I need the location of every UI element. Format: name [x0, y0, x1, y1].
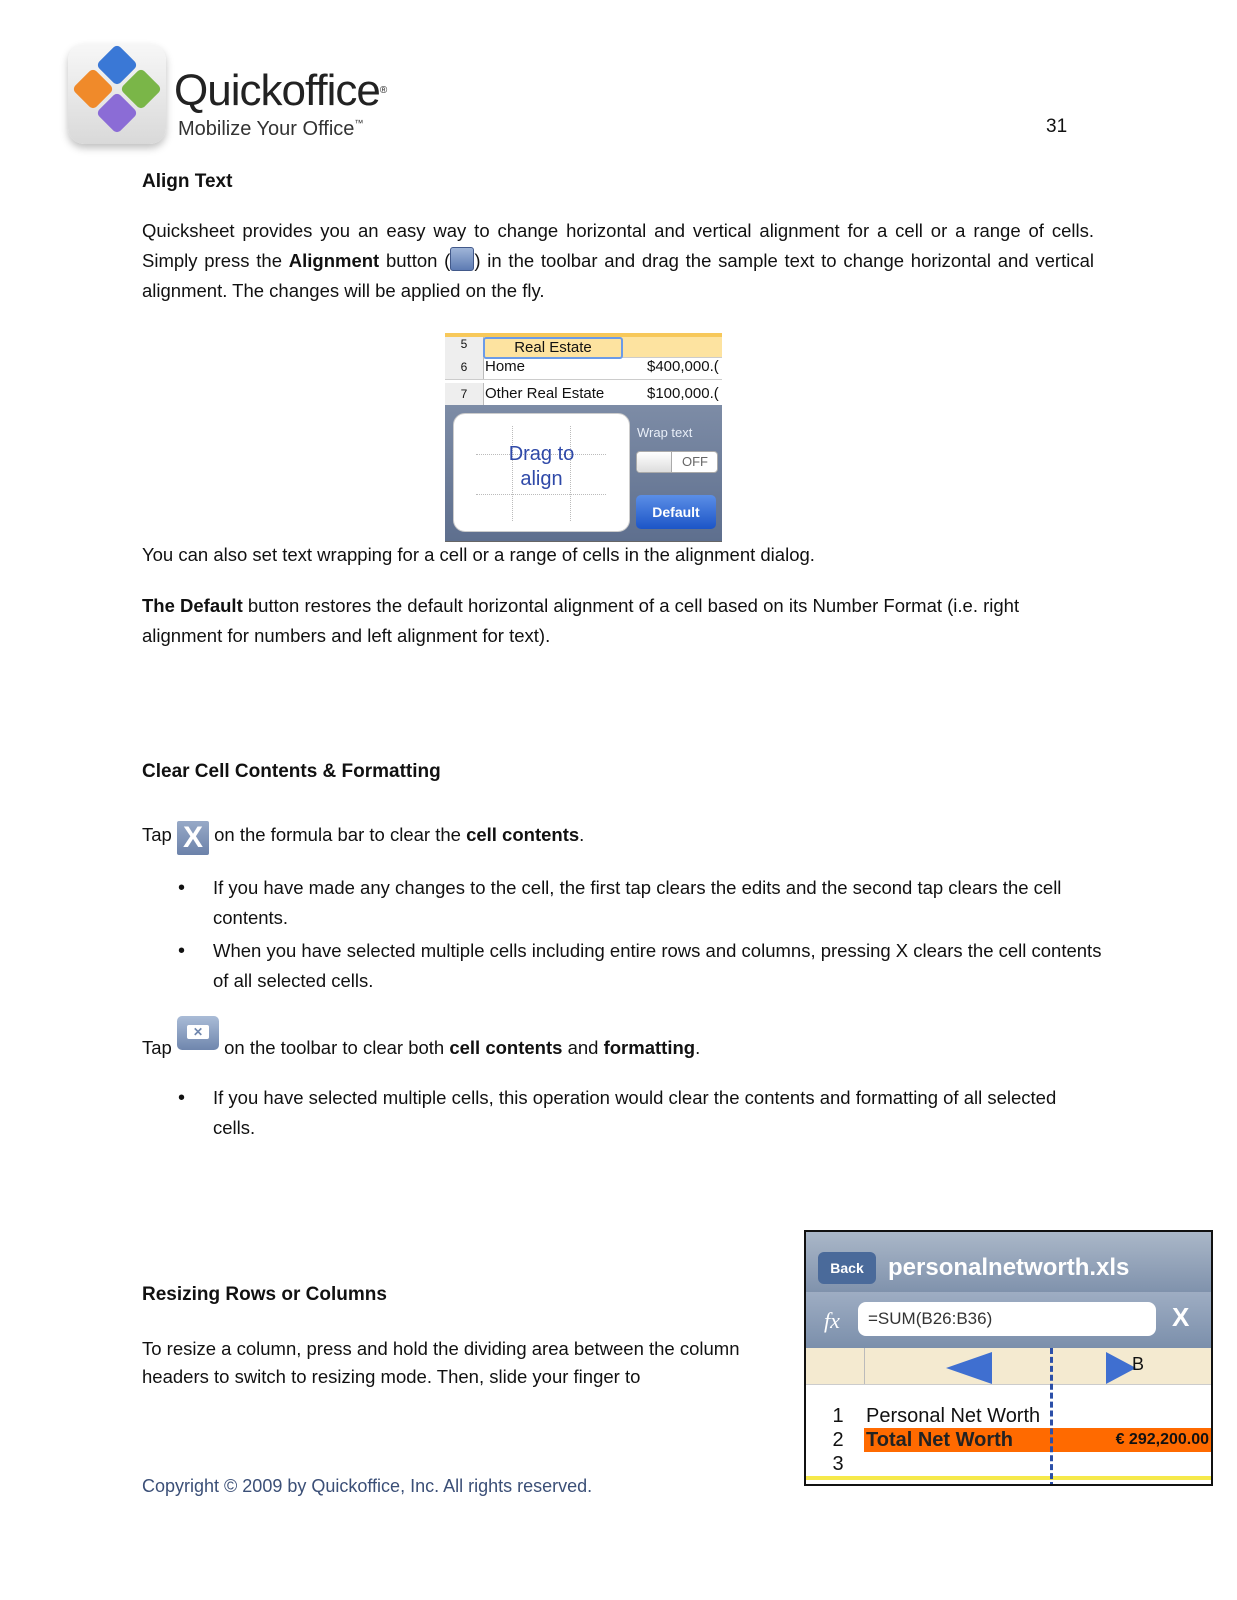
resize-screenshot — [804, 1230, 1213, 1486]
list-item: • If you have selected multiple cells, this operation would clear the contents and formatting of all selected cells. — [142, 1083, 1102, 1143]
clear-format-bullets — [142, 1083, 1102, 1143]
default-button-paragraph: The Default button restores the default horizontal alignment of a cell based on its Number Format (i.e. right alignment for numbers and left alignment for text). — [142, 595, 1020, 646]
clear-formula-button[interactable]: X — [1172, 1302, 1190, 1332]
formula-input[interactable]: =SUM(B26:B36) — [858, 1302, 1156, 1336]
column-header-b[interactable]: B — [1132, 1354, 1145, 1374]
list-item: • If you have made any changes to the cell, the first tap clears the edits and the second tap clears the cell contents. — [142, 873, 1102, 933]
drag-to-align-area[interactable] — [453, 413, 630, 532]
table-row: 2 Total Net Worth € 292,200.00 — [806, 1428, 1211, 1452]
copyright-footer: Copyright © 2009 by Quickoffice, Inc. All rights reserved. — [142, 1476, 593, 1496]
resize-left-arrow-icon[interactable] — [946, 1352, 992, 1384]
formula-bar — [806, 1292, 1211, 1348]
delete-key-icon: ✕ — [177, 1016, 219, 1050]
align-text-paragraph: Quicksheet provides you an easy way to change horizontal and vertical alignment for a cell or a range of cells. Simply press the Alignment button ( ) in the toolbar and drag the sample text to change horizontal and vertical alignment. The changes will be applied on the fly. — [142, 220, 1094, 301]
alignment-dialog-screenshot — [445, 333, 722, 542]
table-row: 3 — [806, 1452, 1211, 1480]
table-row: 6 Home $400,000.( — [445, 357, 722, 380]
file-title: personalnetworth.xls — [888, 1254, 1130, 1281]
page-number: 31 — [1046, 116, 1068, 137]
logo-wordmark: Quickoffice® — [174, 66, 387, 115]
table-row: 1 Personal Net Worth — [832, 1405, 1041, 1427]
clear-contents-bullets — [142, 873, 1102, 996]
clear-contents-paragraph: Tap X on the formula bar to clear the cell contents. — [142, 821, 585, 854]
column-divider-handle[interactable] — [1050, 1348, 1053, 1486]
quickoffice-logo-icon — [68, 44, 166, 144]
resizing-paragraph: To resize a column, press and hold the dividing area between the column headers to switch to resizing mode. Then, slide your finger to — [142, 1338, 740, 1387]
back-button[interactable]: Back — [818, 1252, 876, 1284]
wrap-text-toggle[interactable]: OFF — [636, 451, 718, 473]
default-button[interactable]: Default — [636, 495, 716, 529]
alignment-icon — [450, 247, 474, 271]
clear-cell-heading: Clear Cell Contents & Formatting — [142, 761, 441, 782]
wrap-text-label: Wrap text — [637, 425, 693, 440]
clear-format-paragraph: Tap ✕ on the toolbar to clear both cell contents and formatting. — [142, 1016, 700, 1063]
drag-to-align-text: Drag to align — [508, 443, 575, 490]
clear-x-icon: X — [177, 821, 209, 855]
list-item: • When you have selected multiple cells including entire rows and columns, pressing X clears the cell contents of all selected cells. — [142, 936, 1102, 996]
table-row: 5 Real Estate — [445, 337, 722, 358]
wrap-text-paragraph: You can also set text wrapping for a cell or a range of cells in the alignment dialog. — [142, 544, 815, 565]
fx-icon: fx — [824, 1308, 840, 1333]
logo-tagline: Mobilize Your Office™ — [178, 118, 364, 140]
align-text-heading: Align Text — [142, 171, 233, 192]
table-row: 7 Other Real Estate $100,000.( — [445, 383, 722, 406]
column-header-row — [806, 1348, 1211, 1385]
alignment-panel — [445, 405, 722, 541]
resizing-heading: Resizing Rows or Columns — [142, 1284, 387, 1305]
